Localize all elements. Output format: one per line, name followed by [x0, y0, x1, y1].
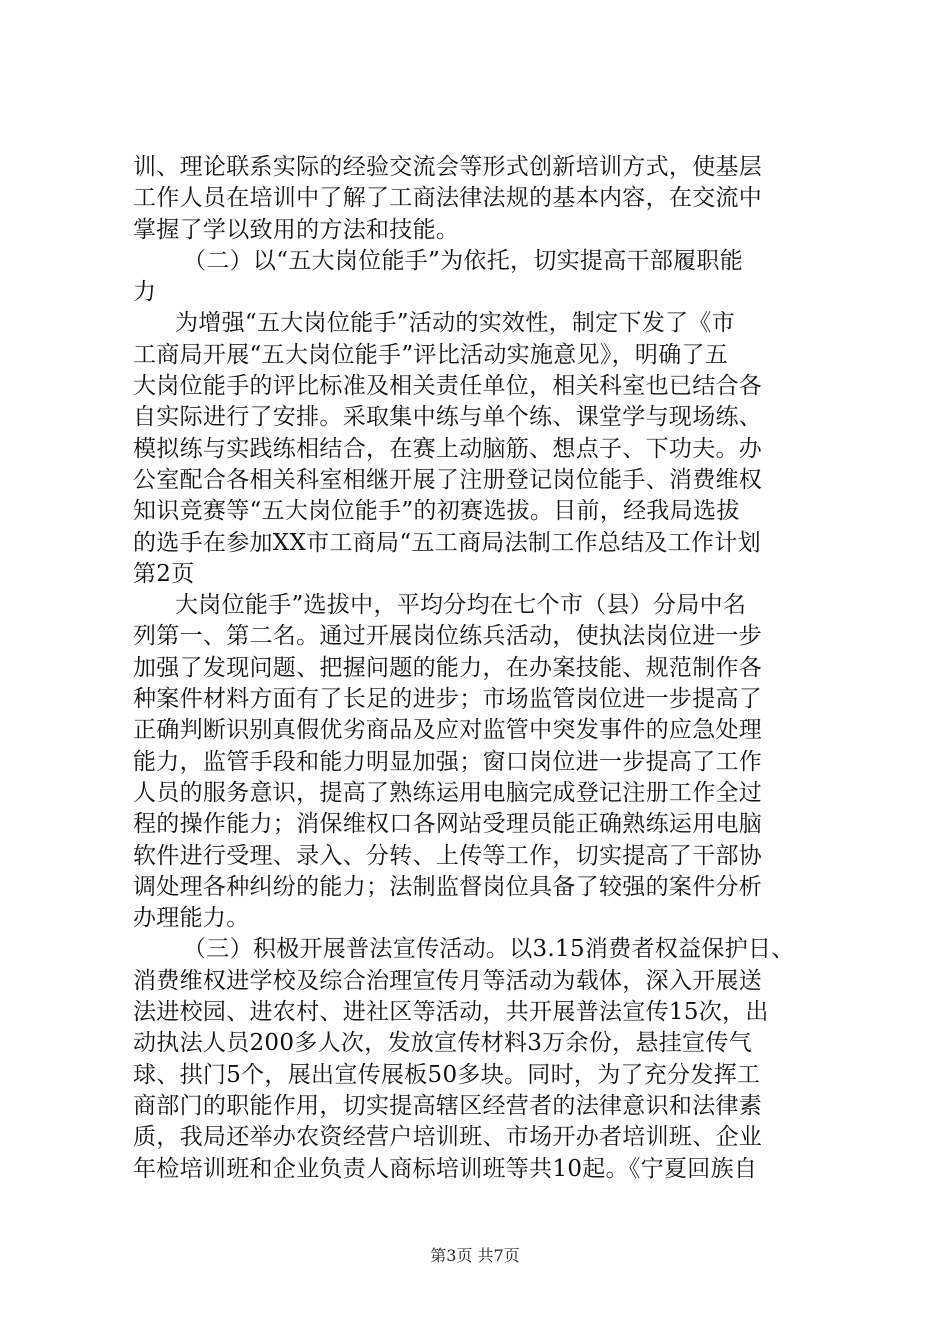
text-line: 能力，监管手段和能力明显加强；窗口岗位进一步提高了工作 — [133, 748, 763, 775]
text-line: 加强了发现问题、把握问题的能力，在办案技能、规范制作各 — [133, 654, 763, 681]
text-line: 调处理各种纠纷的能力；法制监督岗位具备了较强的案件分析 — [133, 873, 763, 900]
text-line: 模拟练与实践练相结合，在赛上动脑筋、想点子、下功夫。办 — [133, 435, 763, 462]
section-heading: （三）积极开展普法宣传活动。以3.15消费者权益保护日、 — [183, 936, 795, 963]
text-line: 质，我局还举办农资经营户培训班、市场开办者培训班、企业 — [133, 1124, 763, 1151]
text-line: 种案件材料方面有了长足的进步；市场监管岗位进一步提高了 — [133, 686, 763, 713]
text-line: 的选手在参加XX市工商局“五工商局法制工作总结及工作计划 — [133, 529, 761, 556]
section-heading: （二）以“五大岗位能手”为依托，切实提高干部履职能 — [183, 247, 744, 274]
text-line: 程的操作能力；消保维权口各网站受理员能正确熟练运用电脑 — [133, 811, 763, 838]
text-line: 训、理论联系实际的经验交流会等形式创新培训方式，使基层 — [133, 154, 763, 180]
page-footer: 第3页 共7页 — [430, 1246, 520, 1265]
text-line: 法进校园、进农村、进社区等活动，共开展普法宣传15次，出 — [133, 999, 769, 1026]
text-line: 大岗位能手的评比标准及相关责任单位，相关科室也已结合各 — [133, 373, 763, 400]
document-body — [133, 152, 833, 1185]
paragraph-start: 大岗位能手”选拔中，平均分均在七个市（县）分局中名 — [175, 592, 747, 619]
text-line: 软件进行受理、录入、分转、上传等工作，切实提高了干部协 — [133, 842, 763, 869]
paragraph-start: 为增强“五大岗位能手”活动的实效性，制定下发了《市 — [175, 310, 736, 337]
text-line: 人员的服务意识，提高了熟练运用电脑完成登记注册工作全过 — [133, 779, 763, 806]
text-line: 商部门的职能作用，切实提高辖区经营者的法律意识和法律素 — [133, 1092, 763, 1119]
text-line: 办理能力。 — [133, 905, 250, 932]
text-line: 消费维权进学校及综合治理宣传月等活动为载体，深入开展送 — [133, 967, 763, 994]
text-line: 列第一、第二名。通过开展岗位练兵活动，使执法岗位进一步 — [133, 623, 763, 650]
text-line: 球、拱门5个，展出宣传展板50多块。同时，为了充分发挥工 — [133, 1061, 761, 1088]
text-line: 知识竞赛等“五大岗位能手”的初赛选拔。目前，经我局选拔 — [133, 498, 740, 525]
text-line: 工商局开展“五大岗位能手”评比活动实施意见》，明确了五 — [133, 341, 729, 368]
page-marker: 第2页 — [133, 560, 195, 587]
text-line: 力 — [133, 279, 157, 306]
text-line: 年检培训班和企业负责人商标培训班等共10起。《宁夏回族自 — [133, 1155, 758, 1182]
text-line: 正确判断识别真假优劣商品及应对监管中突发事件的应急处理 — [133, 717, 763, 744]
text-line: 动执法人员200多人次，发放宣传材料3万余份，悬挂宣传气 — [133, 1030, 752, 1057]
text-line: 工作人员在培训中了解了工商法律法规的基本内容，在交流中 — [133, 185, 763, 212]
text-line: 自实际进行了安排。采取集中练与单个练、课堂学与现场练、 — [133, 404, 763, 431]
text-line: 公室配合各相关科室相继开展了注册登记岗位能手、消费维权 — [133, 466, 763, 493]
text-line: 掌握了学以致用的方法和技能。 — [133, 216, 460, 243]
